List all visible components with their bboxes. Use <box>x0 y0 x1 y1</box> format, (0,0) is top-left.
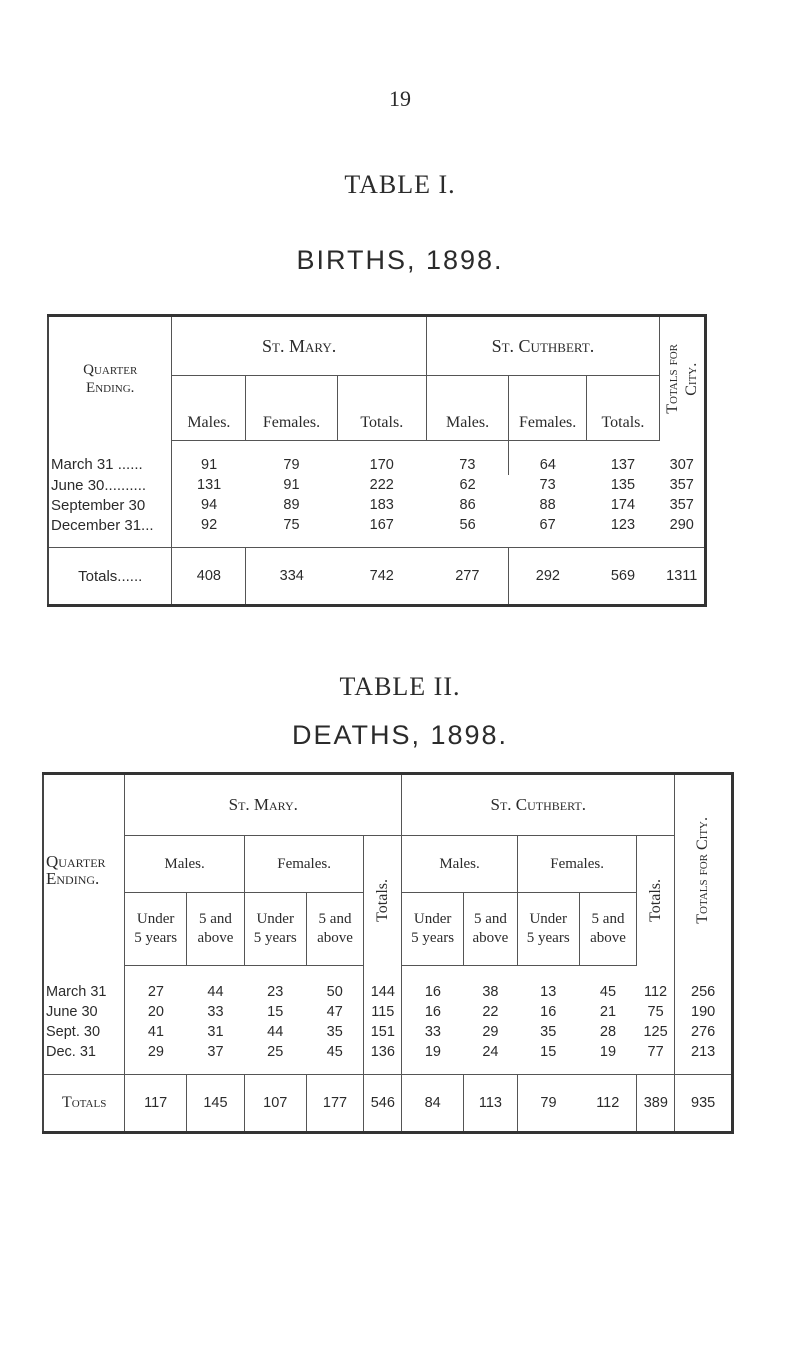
cell: 144 <box>364 966 402 1003</box>
st-cuthbert-males-header: Males. <box>402 836 518 893</box>
cell: 44 <box>207 984 224 1000</box>
cell: 84 <box>402 1075 464 1133</box>
5-and-above-header: 5 and above <box>579 893 637 966</box>
cell: 75 <box>647 1004 664 1020</box>
col-females: Females. <box>509 376 587 441</box>
under-5-header: Under 5 years <box>517 893 579 966</box>
cell: 41 <box>125 1022 187 1042</box>
table-row <box>48 441 706 476</box>
table1-title: TABLE I. <box>344 170 456 199</box>
cell: 19 <box>402 1042 464 1075</box>
totals-label: Totals <box>43 1075 125 1133</box>
cell: 27 <box>125 966 187 1003</box>
row-label: December 31... <box>51 516 154 534</box>
cell: 89 <box>283 497 300 513</box>
cell: 107 <box>244 1075 306 1133</box>
cell: 1311 <box>659 548 705 606</box>
cell: 73 <box>459 457 476 473</box>
cell: 22 <box>482 1004 499 1020</box>
quarter-ending-header: Quarter Ending. <box>83 361 138 396</box>
cell: 88 <box>539 497 556 513</box>
cell: 131 <box>172 475 246 495</box>
row-label: September 30 <box>51 496 146 514</box>
st-mary-totals-header: Totals. <box>364 836 402 966</box>
cell: 29 <box>482 1024 499 1040</box>
cell: 64 <box>509 441 587 476</box>
under-5-header: Under 5 years <box>125 893 187 966</box>
cell: 123 <box>610 517 636 533</box>
cell: 170 <box>369 457 394 473</box>
table-row <box>48 475 706 495</box>
cell: 25 <box>267 1044 284 1060</box>
cell: 73 <box>539 477 556 493</box>
cell: 15 <box>540 1044 557 1060</box>
quarter-ending-header: Quarter Ending. <box>46 852 106 889</box>
cell: 290 <box>669 517 694 533</box>
cell: 277 <box>426 548 508 606</box>
cell: 47 <box>326 1004 343 1020</box>
cell: 77 <box>647 1044 664 1060</box>
st-cuthbert-header: St. Cuthbert. <box>402 774 675 836</box>
cell: 13 <box>540 984 557 1000</box>
cell: 546 <box>364 1075 402 1133</box>
cell: 183 <box>369 497 394 513</box>
cell: 35 <box>326 1024 343 1040</box>
col-totals: Totals. <box>337 376 426 441</box>
cell: 29 <box>125 1042 187 1075</box>
row-label: June 30 <box>46 1004 98 1020</box>
col-males: Males. <box>172 376 246 441</box>
5-and-above-header: 5 and above <box>464 893 518 966</box>
deaths-table <box>42 772 734 1134</box>
cell: 79 <box>283 457 300 473</box>
cell: 28 <box>599 1024 617 1040</box>
totals-row <box>48 548 706 606</box>
cell: 125 <box>643 1024 668 1040</box>
cell: 33 <box>402 1022 464 1042</box>
cell: 389 <box>637 1075 675 1133</box>
cell: 38 <box>482 984 499 1000</box>
cell: 37 <box>207 1044 224 1060</box>
cell: 115 <box>364 1002 402 1022</box>
5-and-above-header: 5 and above <box>187 893 245 966</box>
row-label: Dec. 31 <box>46 1044 96 1060</box>
table-row <box>43 1042 733 1075</box>
st-mary-header: St. Mary. <box>172 316 426 376</box>
cell: 16 <box>402 966 464 1003</box>
cell: 256 <box>675 966 733 1003</box>
cell: 935 <box>675 1075 733 1133</box>
cell: 21 <box>599 1004 617 1020</box>
cell: 222 <box>369 477 394 493</box>
row-label: Sept. 30 <box>46 1024 101 1040</box>
table-row <box>43 1002 733 1022</box>
cell: 44 <box>267 1024 284 1040</box>
cell: 91 <box>172 441 246 476</box>
births-table <box>47 314 707 607</box>
page-number: 19 <box>389 86 411 111</box>
cell: 67 <box>539 517 556 533</box>
totals-row <box>43 1075 733 1133</box>
under-5-header: Under 5 years <box>244 893 306 966</box>
cell: 408 <box>172 548 246 606</box>
col-totals: Totals. <box>586 376 659 441</box>
row-label: March 31 ...... <box>51 456 143 474</box>
cell: 23 <box>267 984 284 1000</box>
cell: 33 <box>207 1004 224 1020</box>
cell: 135 <box>610 477 636 493</box>
cell: 145 <box>187 1075 245 1133</box>
cell: 35 <box>540 1024 557 1040</box>
st-cuthbert-totals-header: Totals. <box>637 836 675 966</box>
table-row <box>43 966 733 1003</box>
table-row <box>48 515 706 548</box>
row-label: June 30.......... <box>51 476 147 494</box>
cell: 20 <box>125 1002 187 1022</box>
cell: 15 <box>267 1004 284 1020</box>
cell: 45 <box>326 1044 343 1060</box>
cell: 117 <box>125 1075 187 1133</box>
cell: 94 <box>172 495 246 515</box>
cell: 213 <box>675 1042 733 1075</box>
table1-subtitle: BIRTHS, 1898. <box>296 245 504 275</box>
cell: 56 <box>459 517 476 533</box>
cell: 334 <box>246 548 337 606</box>
under-5-header: Under 5 years <box>402 893 464 966</box>
table-row <box>48 495 706 515</box>
st-cuthbert-females-header: Females. <box>517 836 637 893</box>
cell: 167 <box>369 517 394 533</box>
cell: 50 <box>326 984 343 1000</box>
cell: 307 <box>669 456 694 473</box>
st-mary-females-header: Females. <box>244 836 364 893</box>
cell: 174 <box>610 497 636 513</box>
cell: 91 <box>283 477 300 493</box>
st-mary-males-header: Males. <box>125 836 245 893</box>
cell: 190 <box>675 1002 733 1022</box>
cell: 79 <box>517 1075 579 1133</box>
totals-for-city-header: Totals for City. <box>675 774 733 966</box>
cell: 112 <box>644 983 668 1000</box>
cell: 742 <box>337 548 426 606</box>
cell: 136 <box>364 1042 402 1075</box>
cell: 45 <box>599 984 617 1000</box>
cell: 92 <box>172 515 246 548</box>
5-and-above-header: 5 and above <box>306 893 364 966</box>
cell: 24 <box>482 1044 499 1060</box>
cell: 137 <box>610 457 636 473</box>
col-females: Females. <box>246 376 337 441</box>
cell: 113 <box>464 1075 518 1133</box>
cell: 292 <box>509 548 587 606</box>
cell: 31 <box>207 1024 224 1040</box>
row-label: March 31 <box>46 983 107 1000</box>
totals-label: Totals...... <box>48 548 172 606</box>
cell: 86 <box>459 497 476 513</box>
cell: 75 <box>283 517 300 533</box>
cell: 569 <box>586 548 659 606</box>
table2-subtitle: DEATHS, 1898. <box>291 720 509 750</box>
table-row <box>43 1022 733 1042</box>
cell: 112 <box>579 1075 637 1133</box>
cell: 62 <box>459 477 476 493</box>
st-cuthbert-header: St. Cuthbert. <box>426 316 659 376</box>
table2-title: TABLE II. <box>339 672 461 701</box>
st-mary-header: St. Mary. <box>125 774 402 836</box>
cell: 276 <box>675 1022 733 1042</box>
cell: 357 <box>669 497 694 513</box>
cell: 19 <box>599 1044 617 1060</box>
cell: 357 <box>669 477 694 493</box>
cell: 16 <box>540 1004 557 1020</box>
cell: 16 <box>402 1002 464 1022</box>
cell: 151 <box>364 1022 402 1042</box>
totals-for-city-header: Totals for City. <box>659 316 705 441</box>
cell: 177 <box>306 1075 364 1133</box>
col-males: Males. <box>426 376 508 441</box>
